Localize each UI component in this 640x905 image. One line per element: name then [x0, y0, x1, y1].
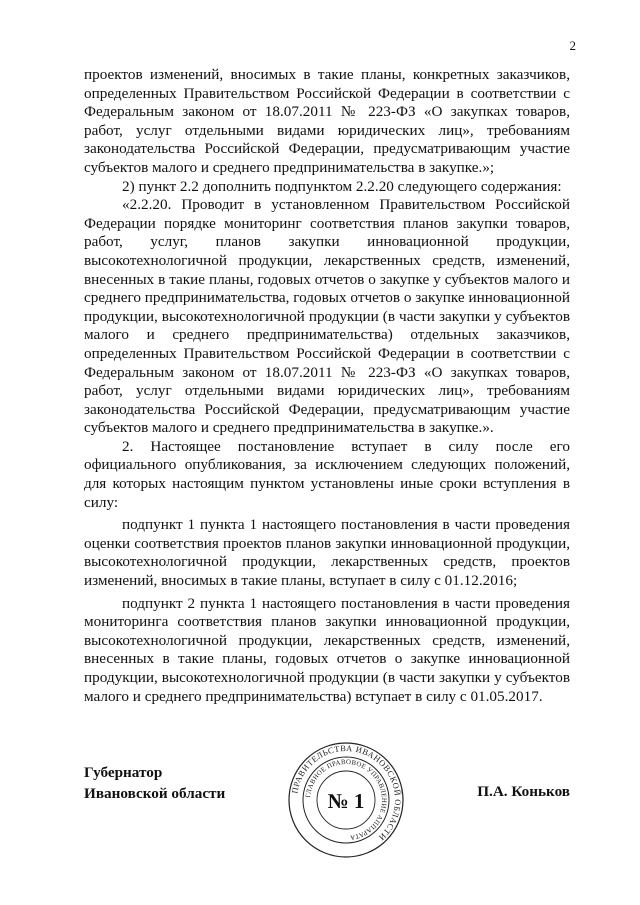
- governor-title: [84, 762, 225, 804]
- official-stamp: [286, 740, 406, 860]
- governor-title-line1: Губернатор: [84, 764, 163, 781]
- paragraph-subitem-2-2-20: «2.2.20. Проводит в установленном Правительством Российской Федерации порядке мониторинг соответствия планов закупки товаров, работ, услуг, планов закупки инновационной продукции, высокотехнологичной продукции, лекарственных средств, изменений, внесенных в такие планы, годовых отчетов о закупке у субъектов малого и среднего предпринимательства, годовых отчетов о закупке инновационной продукции, высокотехнологичной продукции (в части закупки у субъектов малого и среднего предпринимательства) отдельных заказчиков, определенных Правительством Российской Федерации в соответствии с Федеральным законом от 18.07.2011 № 223-ФЗ «О закупках товаров, работ, услуг отдельными видами юридических лиц», требованиям законодательства Российской Федерации, предусматривающим участие субъектов малого и среднего предпринимательства в закупке.».: [84, 196, 570, 437]
- governor-title-line2: Ивановской области: [84, 785, 226, 802]
- stamp-inner-ring-text: ГЛАВНОЕ ПРАВОВОЕ УПРАВЛЕНИЕ АППАРАТА: [305, 758, 388, 841]
- stamp-number: № 1: [327, 789, 365, 813]
- stamp-ring-text: ПРАВИТЕЛЬСТВА ИВАНОВСКОЙ ОБЛАСТИ: [290, 743, 403, 843]
- paragraph-continuation: проектов изменений, вносимых в такие планы, конкретных заказчиков, определенных Правительством Российской Федерации в соответствии с Федеральным законом от 18.07.2011 № 223-ФЗ «О закупках товаров, работ, услуг отдельными видами юридических лиц», требованиям законодательства Российской Федерации, предусматривающим участие субъектов малого и среднего предпринимательства в закупке.»;: [84, 66, 570, 176]
- paragraph-item-2: 2) пункт 2.2 дополнить подпунктом 2.2.20 следующего содержания:: [122, 177, 562, 195]
- page-number: 2: [569, 38, 576, 53]
- paragraph-section-2: 2. Настоящее постановление вступает в силу после его официального опубликования, за исключением следующих положений, для которых настоящим пунктом установлены иные сроки вступления в силу:: [84, 437, 570, 511]
- paragraph-provision-2: подпункт 2 пункта 1 настоящего постановления в части проведения мониторинга соответствия планов закупки инновационной продукции, высокотехнологичной продукции, лекарственных средств, изменений, внесенных в такие планы, годовых отчетов о закупке инновационной продукции, высокотехнологичной продукции (в части закупки у субъектов малого и среднего предпринимательства) вступает в силу с 01.05.2017.: [84, 594, 570, 705]
- signer-name: П.А. Коньков: [477, 783, 570, 800]
- document-body: [84, 66, 570, 706]
- paragraph-provision-1: подпункт 1 пункта 1 настоящего постановления в части проведения оценки соответствия проектов планов закупки инновационной продукции, высокотехнологичной продукции, лекарственных средств, проектов изменений, вносимых в такие планы, вступает в силу с 01.12.2016;: [84, 516, 570, 590]
